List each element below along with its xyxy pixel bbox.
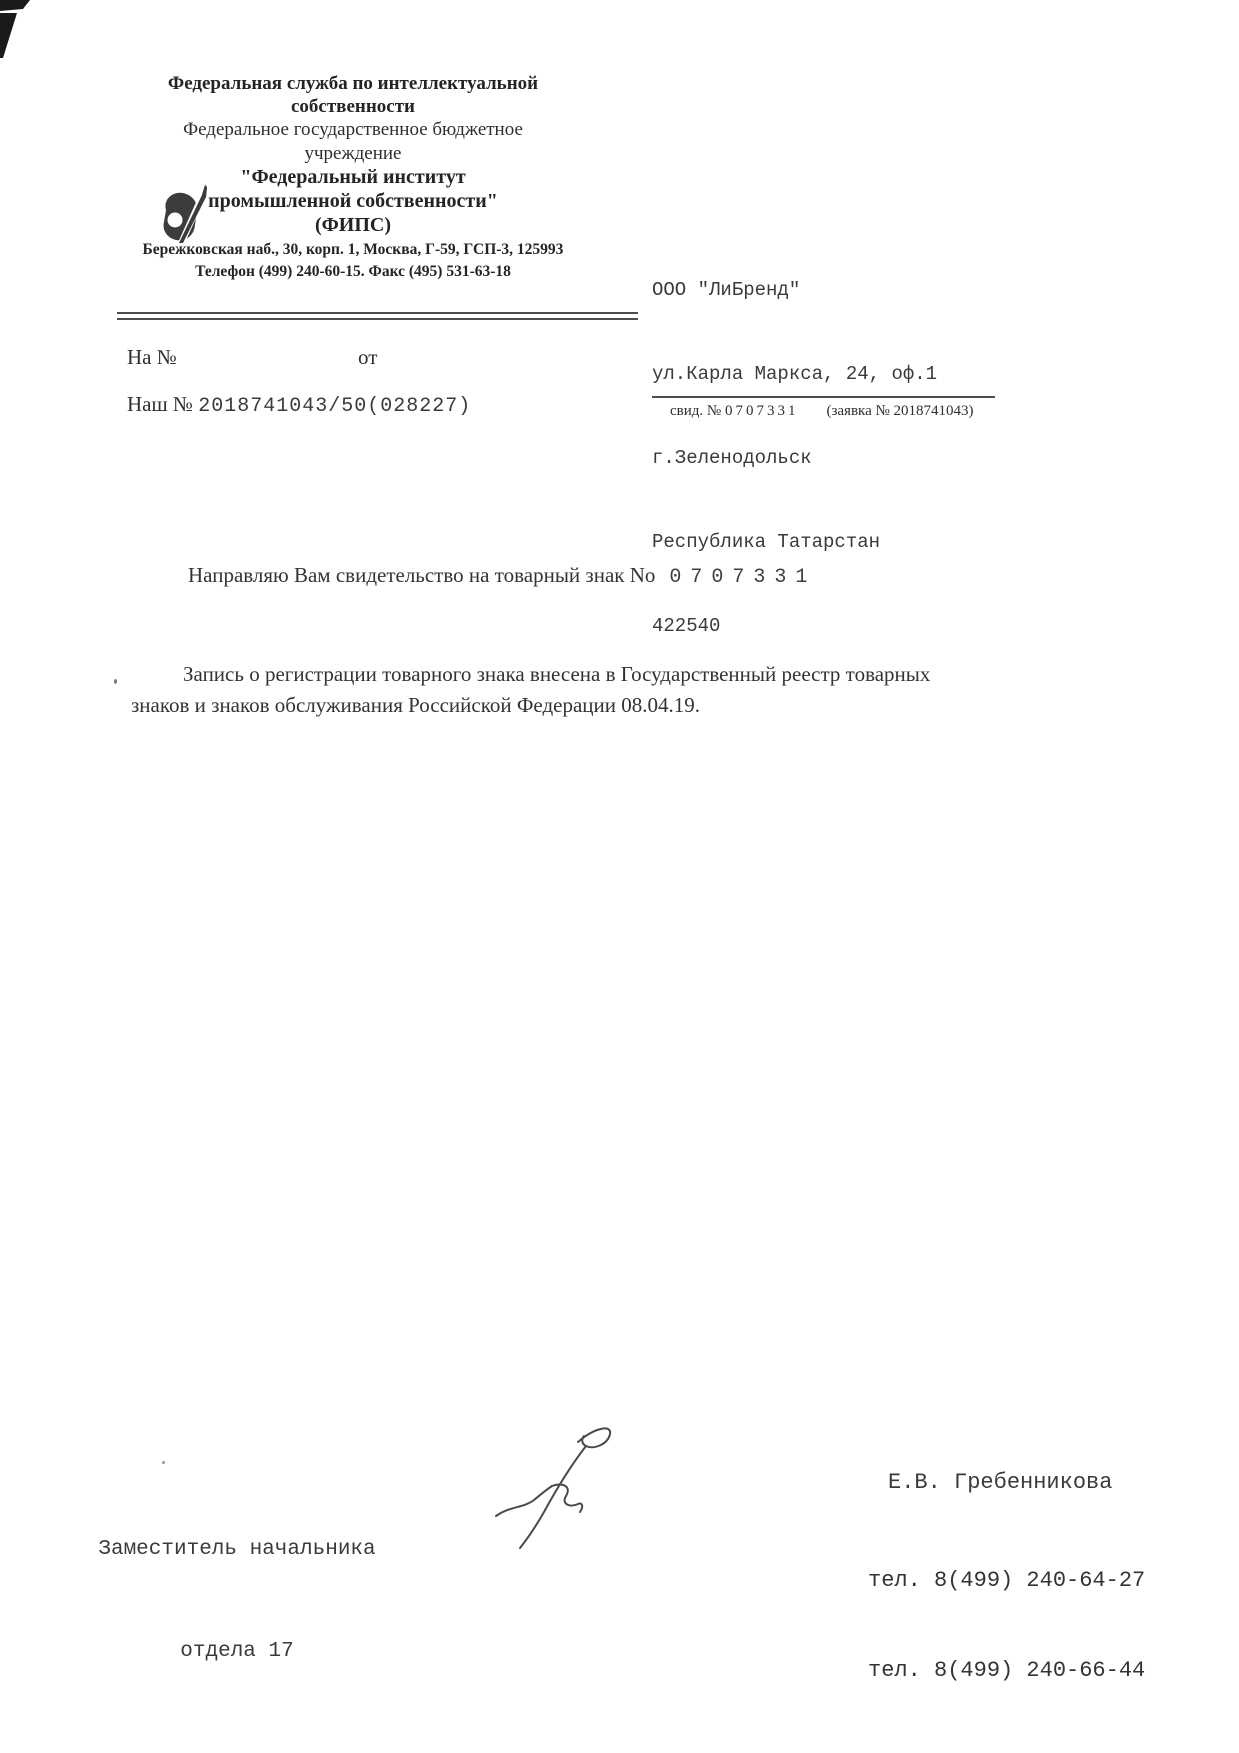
scan-corner-artifact: [0, 0, 36, 64]
signer-title-line2: отдела 17: [180, 1640, 294, 1663]
institute-abbrev: (ФИПС): [314, 214, 392, 237]
letterhead-address: Бережковская наб., 30, корп. 1, Москва, Г-59, ГСП-3, 125993: [142, 240, 564, 258]
recipient-region: Республика Татарстан: [652, 531, 881, 553]
scan-speck: [114, 679, 117, 684]
certificate-label: свид. №: [670, 403, 725, 419]
letterhead: [112, 72, 594, 282]
body-opening-line: [188, 563, 816, 589]
institute-name-line2: промышленной собственности": [208, 190, 498, 213]
certificate-ref-divider: [652, 396, 995, 398]
outgoing-ref-number: 2018741043/50(028227): [198, 395, 472, 418]
recipient-address: [652, 220, 937, 696]
agency-name-line1: Федеральная служба по интеллектуальной: [167, 73, 539, 94]
certificate-ref-line: [670, 403, 974, 420]
application-ref: (заявка № 2018741043): [826, 403, 974, 419]
letterhead-divider: [117, 312, 638, 320]
outgoing-ref-label: Наш №: [127, 392, 199, 416]
scan-speck: [162, 1461, 165, 1464]
signer-title-line1: Заместитель начальника: [98, 1538, 376, 1561]
signer-name: Е.В. Гребенникова: [888, 1470, 1113, 1495]
fips-logo-icon: [150, 183, 214, 249]
recipient-city: г.Зеленодольск: [652, 447, 812, 469]
certificate-number: 0707331: [724, 403, 799, 419]
incoming-ref-label: На №: [127, 345, 177, 369]
letterhead-phone-fax: Телефон (499) 240-60-15. Факс (495) 531-63-18: [195, 262, 511, 280]
body-opening-text: Направляю Вам свидетельство на товарный знак No: [188, 563, 656, 587]
institute-name-line1: "Федеральный институт: [240, 165, 466, 188]
body-paragraph: Запись о регистрации товарного знака внесена в Государственный реестр товарных знаков и знаков обслуживания Российской Федерации 08.04.19.: [131, 662, 931, 717]
contact-phones: [868, 1506, 1145, 1746]
recipient-street: ул.Карла Маркса, 24, оф.1: [652, 363, 938, 385]
recipient-company: ООО "ЛиБренд": [652, 279, 801, 301]
org-type-line1: Федеральное государственное бюджетное: [183, 119, 523, 141]
contact-phone-2: тел. 8(499) 240-66-44: [868, 1658, 1146, 1683]
trademark-number: 0707331: [669, 566, 817, 589]
handwritten-signature: [460, 1420, 640, 1565]
outgoing-ref-line: [127, 392, 471, 418]
signer-title: [72, 1465, 402, 1737]
org-type-line2: учреждение: [304, 142, 402, 164]
agency-name-line2: собственности: [290, 96, 415, 118]
contact-phone-1: тел. 8(499) 240-64-27: [868, 1568, 1146, 1593]
incoming-date-label: от: [358, 345, 378, 369]
recipient-postcode: 422540: [652, 615, 721, 637]
